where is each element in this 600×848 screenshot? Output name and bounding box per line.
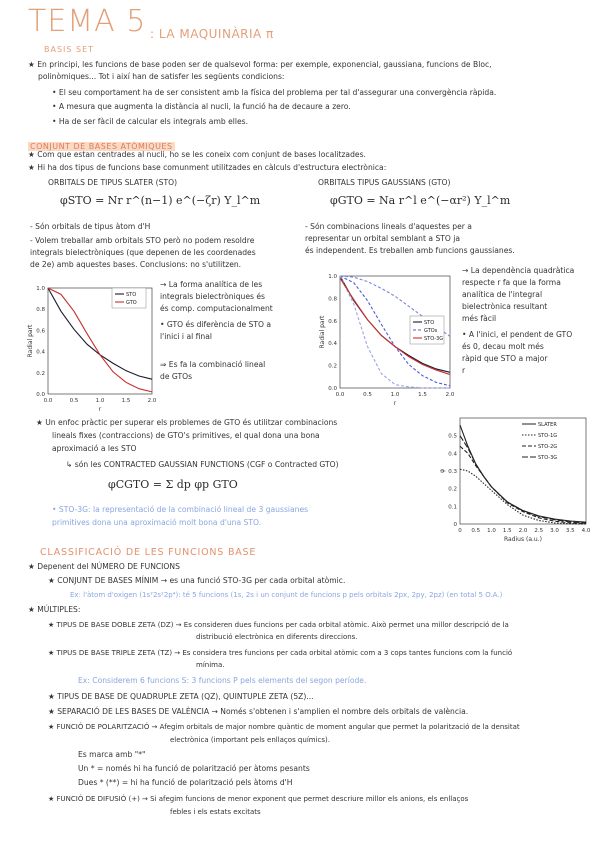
sto-label: ORBITALS DE TIPUS SLATER (STO)	[48, 178, 178, 187]
x-tick-label: 0.5	[471, 528, 481, 534]
sto3g-note-2: primitives dona una aproximació molt bona d'una STO.	[52, 518, 262, 527]
star-bullet-icon: ★	[36, 418, 46, 427]
class-item-11: ★ SEPARACIÓ DE LES BASES DE VALÈNCIA → Només s'obtenen i s'amplien el nombre dels orbitals de valència.	[48, 707, 469, 716]
class-item-5: ★ TIPUS DE BASE DOBLE ZETA (DZ) → Es consideren dues funcions per cada orbital atòmic. Això permet una millor descripció de la	[48, 621, 509, 629]
y-tick-label: 0.6	[36, 328, 45, 335]
mid-note-1: → La forma analítica de les	[160, 280, 263, 289]
atomic-line-1: ★ Com que estan centrades al nucli, ho se les coneix com conjunt de bases localitzades.	[28, 150, 366, 159]
legend-label: STO-2G	[538, 444, 558, 450]
y-tick-label: 0.0	[328, 386, 337, 392]
star-bullet-icon: ★	[48, 723, 57, 731]
class-item-9: Ex: Considerem 6 funcions S: 3 funcions P pels elements del segon període.	[78, 676, 367, 685]
sto3g-note-1: • STO-3G: la representació de la combinació lineal de 3 gaussianes	[52, 505, 309, 514]
class-item-8: mínima.	[196, 661, 225, 669]
y-tick-label: 0.4	[36, 349, 45, 356]
gto-label: ORBITALS TIPUS GAUSSIANS (GTO)	[318, 178, 451, 187]
legend-label: STO-3G	[424, 336, 444, 342]
right-side-note-6: • A l'inici, el pendent de GTO	[462, 330, 573, 339]
cgf-line: ↳ són les CONTRACTED GAUSSIAN FUNCTIONS (CGF o Contracted GTO)	[66, 460, 339, 469]
contracted-line-1: ★ Un enfoc pràctic per superar els problemes de GTO és utilitzar combinacions	[36, 418, 338, 427]
left-note-1: - Són orbitals de tipus àtom d'H	[30, 222, 151, 231]
y-tick-label: 0	[453, 522, 457, 528]
right-side-note-5: més fàcil	[462, 314, 497, 323]
right-note-1: - Són combinacions lineals d'aquestes per a	[305, 222, 472, 231]
class-item-6: distribució electrònica en diferents direccions.	[196, 633, 358, 641]
class-item-4: ★ MÚLTIPLES:	[28, 605, 81, 614]
sto-gtos-sto3g-chart	[318, 266, 458, 412]
mid-note-2: integrals bielectròniques és	[160, 292, 266, 301]
right-side-note-9: r	[462, 366, 466, 375]
star-bullet-icon: ★	[48, 621, 57, 629]
class-item-1: ★ Depenent del NÚMERO DE FUNCIONS	[28, 562, 180, 571]
x-tick-label: 3.0	[550, 528, 559, 534]
sto-gto-chart	[27, 280, 158, 414]
right-side-note-3: analítica de l'integral	[462, 290, 543, 299]
right-side-note-7: és 0, decau molt més	[462, 342, 544, 351]
x-tick-label: 1.0	[487, 528, 496, 534]
legend-label: SLATER	[538, 422, 557, 428]
basis-set-label: BASIS SET	[44, 45, 95, 54]
y-axis-label: φ	[439, 469, 446, 473]
star-bullet-icon: ★	[28, 562, 38, 571]
series-line-1	[460, 469, 586, 524]
mid-note-3: és comp. computacionalment	[160, 304, 273, 313]
x-tick-label: 0.0	[335, 392, 345, 398]
x-axis-label: r	[98, 406, 102, 413]
intro-line-4: • A mesura que augmenta la distància al nucli, la funció ha de decaure a zero.	[52, 102, 351, 111]
x-tick-label: 2.0	[445, 392, 455, 398]
legend-label: STO-1G	[538, 433, 558, 439]
class-item-14: Es marca amb "*"	[78, 750, 146, 759]
atomic-section-heading: CONJUNT DE BASES ATÒMIQUES	[30, 142, 173, 151]
y-axis-label: Radial part	[27, 324, 34, 358]
series-line-2	[460, 446, 586, 523]
right-side-note-4: bielectrònica resultant	[462, 302, 548, 311]
class-item-13: electrònica (important pels enllaços químics).	[170, 736, 330, 744]
atomic-line-2: ★ Hi ha dos tipus de funcions base comunment utilitzades en càlculs d'estructura electrònica:	[28, 163, 387, 172]
star-bullet-icon: ★	[28, 150, 38, 159]
intro-line-5: • Ha de ser fàcil de calcular els integrals amb elles.	[52, 117, 249, 126]
star-bullet-icon: ★	[48, 692, 58, 701]
class-item-3: Ex: l'àtom d'oxigen (1s²2s²2p⁴): té 5 funcions (1s, 2s i un conjunt de funcions p pels orbitals 2px, 2py, 2pz) (en total 5 O.A.)	[70, 591, 503, 599]
legend-label: STO	[424, 320, 435, 326]
y-tick-label: 0.2	[448, 486, 457, 493]
star-bullet-icon: ★	[28, 60, 38, 69]
y-tick-label: 0.4	[448, 451, 457, 458]
series-line-0	[460, 425, 586, 522]
mid-note-4: • GTO és diferència de STO a	[160, 320, 272, 329]
classification-heading: CLASSIFICACIÓ DE LES FUNCIONS BASE	[40, 547, 257, 558]
y-tick-label: 0.5	[448, 433, 457, 440]
left-note-3: integrals bielectròniques (que depenen de les coordenades	[30, 248, 256, 257]
legend-label: STO	[126, 292, 137, 298]
class-item-15: Un * = només hi ha funció de polarització per àtoms pesants	[78, 764, 310, 773]
x-tick-label: 1.5	[502, 528, 512, 534]
cgf-formula: φCGTO = Σ dp φp GTO	[108, 478, 238, 491]
y-tick-label: 0.6	[328, 318, 337, 325]
right-side-note-8: ràpid que STO a major	[462, 354, 548, 363]
intro-line-3: • El seu comportament ha de ser consistent amb la física del problema per tal d'assegurar una convergència ràpida.	[52, 88, 497, 97]
y-tick-label: 0.8	[328, 296, 337, 303]
intro-line-1: ★ En principi, les funcions de base poden ser de qualsevol forma: per exemple, exponencial, gaussiana, funcions de Bloc,	[28, 60, 492, 69]
contracted-line-3: aproximació a les STO	[52, 444, 137, 453]
y-tick-label: 0.8	[36, 307, 45, 314]
x-tick-label: 1.5	[121, 398, 131, 404]
star-bullet-icon: ★	[28, 605, 38, 614]
x-axis-label: Radius (a.u.)	[503, 536, 543, 543]
left-note-2: - Volem treballar amb orbitals STO però no podem resoldre	[30, 236, 255, 245]
class-item-7: ★ TIPUS DE BASE TRIPLE ZETA (TZ) → Es considera tres funcions per cada orbital atòmic com a 3 cops tantes funcions com la funció	[48, 649, 513, 657]
star-bullet-icon: ★	[48, 795, 57, 803]
y-tick-label: 0.1	[448, 504, 457, 511]
x-tick-label: 1.0	[390, 392, 400, 398]
right-side-note-1: → La dependència quadràtica	[462, 266, 575, 275]
plot-frame	[460, 418, 586, 524]
y-tick-label: 0.2	[36, 370, 45, 377]
right-side-note-2: respecte r fa que la forma	[462, 278, 561, 287]
class-item-18: febles i els estats excitats	[170, 808, 261, 816]
slater-sto-ng-chart	[439, 412, 592, 544]
y-tick-label: 0.0	[36, 392, 45, 398]
x-tick-label: 0.0	[43, 398, 53, 404]
y-tick-label: 0.3	[448, 469, 457, 475]
page-title: TEMA 5	[28, 4, 147, 39]
intro-line-2: polinòmiques... Tot i així han de satisfer les següents condicions:	[38, 72, 285, 81]
x-tick-label: 4.0	[581, 528, 591, 534]
contracted-line-2: lineals fixes (contraccions) de GTO's primitives, el qual dona una bona	[52, 431, 320, 440]
mid-note-6: ⇒ Es fa la combinació lineal	[160, 360, 266, 369]
y-tick-label: 1.0	[328, 274, 337, 280]
x-tick-label: 0.5	[69, 398, 79, 404]
x-tick-label: 3.5	[565, 528, 575, 534]
class-item-16: Dues * (**) = hi ha funció de polarització pels àtoms d'H	[78, 778, 293, 787]
x-tick-label: 0	[458, 528, 462, 534]
class-item-10: ★ TIPUS DE BASE DE QUADRUPLE ZETA (QZ), QUINTUPLE ZETA (5Z)...	[48, 692, 314, 701]
legend-label: GTOs	[424, 328, 438, 334]
x-axis-label: r	[393, 400, 397, 407]
mid-note-7: de GTOs	[160, 372, 193, 381]
mid-note-5: l'inici i al final	[160, 332, 212, 341]
right-note-2: representar un orbital semblant a STO ja	[305, 234, 461, 243]
star-bullet-icon: ★	[28, 163, 38, 172]
x-tick-label: 2.0	[147, 398, 157, 404]
star-bullet-icon: ★	[48, 707, 58, 716]
class-item-12: ★ FUNCIÓ DE POLARITZACIÓ → Afegim orbitals de major nombre quàntic de moment angular que permet la polarització de la densitat	[48, 723, 520, 731]
x-tick-label: 0.5	[363, 392, 372, 398]
legend-label: STO-3G	[538, 455, 558, 461]
class-item-17: ★ FUNCIÓ DE DIFUSIÓ (+) → Si afegim funcions de menor exponent que permet descriure millor els anions, els enllaços	[48, 795, 469, 803]
y-tick-label: 0.2	[328, 363, 337, 370]
y-tick-label: 1.0	[36, 286, 45, 292]
x-tick-label: 2.5	[534, 528, 544, 534]
gto-formula: φGTO = Na r^l e^(−αr²) Y_l^m	[330, 194, 511, 207]
class-item-2: ★ CONJUNT DE BASES MÍNIM → es una funció STO-3G per cada orbital atòmic.	[48, 576, 346, 585]
sto-formula: φSTO = Nr r^(n−1) e^(−ζr) Y_l^m	[60, 194, 261, 207]
x-tick-label: 1.5	[418, 392, 427, 398]
y-axis-label: Radial part	[319, 315, 326, 349]
left-note-4: de 2e) amb aquestes bases. Conclusions: no s'utilitzen.	[30, 260, 242, 269]
star-bullet-icon: ★	[48, 576, 58, 585]
x-tick-label: 2.0	[518, 528, 528, 534]
x-tick-label: 1.0	[95, 398, 105, 404]
right-note-3: és independent. Es treballen amb funcions gaussianes.	[305, 246, 515, 255]
page-subtitle: : LA MAQUINÀRIA π	[150, 27, 274, 41]
legend-label: GTO	[126, 300, 137, 306]
y-tick-label: 0.4	[328, 341, 337, 348]
star-bullet-icon: ★	[48, 649, 57, 657]
